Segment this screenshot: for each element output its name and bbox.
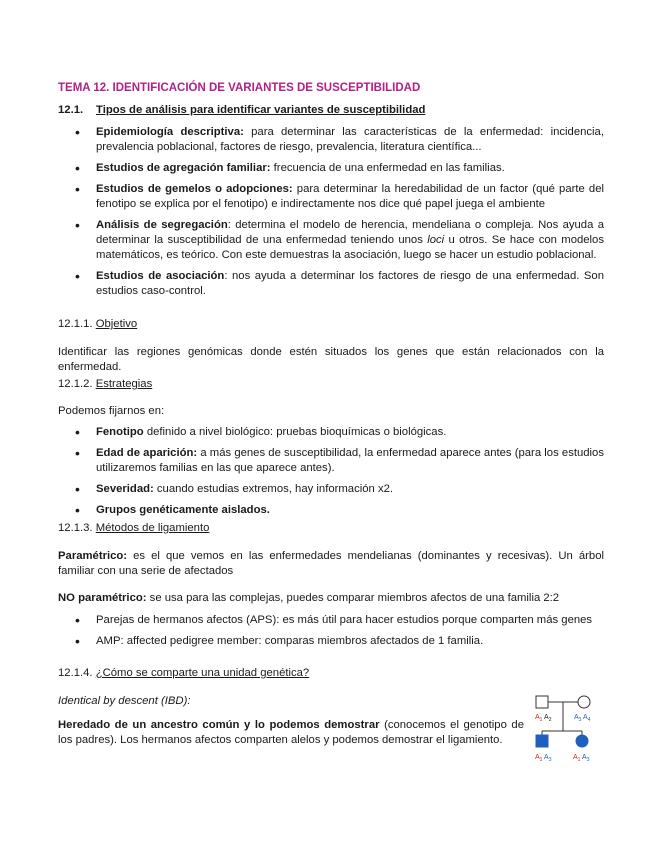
bullet-icon: • bbox=[75, 481, 80, 497]
daughter-genotype: $A_1$ $A_3$ bbox=[573, 754, 590, 763]
subsection-unidad: 12.1.4. ¿Cómo se comparte una unidad genética? bbox=[58, 667, 310, 679]
bullet-icon: • bbox=[75, 445, 80, 461]
bullet-icon: • bbox=[75, 268, 80, 284]
estrategias-list bbox=[58, 425, 604, 518]
section-title: Tipos de análisis para identificar variantes de susceptibilidad bbox=[96, 104, 426, 116]
section-number: 12.1. bbox=[58, 104, 84, 116]
objetivo-text: Identificar las regiones genómicas donde estén situados los genes que están relacionados con la enfermedad. bbox=[58, 346, 604, 373]
list-item: • Estudios de agregación familiar: frecuencia de una enfermedad en las familias. bbox=[75, 160, 505, 176]
list-item: • Parejas de hermanos afectos (APS): es más útil para hacer estudios porque comparten más genes bbox=[75, 612, 593, 628]
bullet-icon: • bbox=[75, 124, 80, 140]
ligamiento-list bbox=[58, 613, 604, 649]
pedigree-diagram bbox=[534, 694, 604, 768]
page-title: TEMA 12. IDENTIFICACIÓN DE VARIANTES DE SUSCEPTIBILIDAD bbox=[58, 82, 421, 94]
list-item: • Edad de aparición: a más genes de susceptibilidad, la enfermedad aparece antes (para los estudios utilizaremos familias en las que aparece antes). bbox=[75, 445, 604, 474]
ibd-label: Identical by descent (IBD): bbox=[58, 695, 191, 707]
bullet-icon: • bbox=[75, 612, 80, 628]
father-square-icon bbox=[536, 696, 548, 708]
mother-circle-icon bbox=[578, 696, 590, 708]
bullet-icon: • bbox=[75, 633, 80, 649]
bullet-icon: • bbox=[75, 217, 80, 233]
section-heading bbox=[58, 104, 425, 116]
no-parametrico-text: NO paramétrico: se usa para las complejas, puedes comparar miembros afectos de una familia 2:2 bbox=[58, 592, 560, 604]
subsection-estrategias: 12.1.2. Estrategias bbox=[58, 378, 153, 390]
bullet-icon: • bbox=[75, 181, 80, 197]
affected-son-square-icon bbox=[536, 735, 548, 747]
subsection-ligamiento: 12.1.3. Métodos de ligamiento bbox=[58, 522, 210, 534]
subsection-objetivo: 12.1.1. Objetivo bbox=[58, 318, 138, 330]
list-item: • AMP: affected pedigree member: comparas miembros afectados de 1 familia. bbox=[75, 633, 484, 649]
list-item: • Severidad: cuando estudias extremos, hay información x2. bbox=[75, 481, 394, 497]
father-genotype: $A_1$ $A_2$ bbox=[535, 714, 552, 723]
list-item: • Estudios de asociación: nos ayuda a determinar los factores de riesgo de una enfermedad. Son estudios caso-control. bbox=[75, 268, 604, 297]
estrategias-intro: Podemos fijarnos en: bbox=[58, 405, 165, 417]
list-item: • Epidemiología descriptiva: para determinar las características de la enfermedad: incidencia, prevalencia poblacional, factores de riesgo, prevalencia, literatura científica... bbox=[75, 124, 604, 153]
list-item: • Fenotipo definido a nivel biológico: pruebas bioquímicas o biológicas. bbox=[75, 424, 447, 440]
list-item: • Análisis de segregación: determina el modelo de herencia, mendeliana o compleja. Nos ayuda a determinar la susceptibilidad de una enfermedad teniendo unos loci u otros. Se hace con modelos matemáticos, es teórico. Con este demuestras la asociación, luego se hacer un estudio poblacional. bbox=[75, 217, 604, 261]
ibd-text: Heredado de un ancestro común y lo podemos demostrar (conocemos el genotipo de los padres). Los hermanos afectos comparten alelos y podemos demostrar el ligamiento. bbox=[58, 719, 524, 746]
bullet-icon: • bbox=[75, 424, 80, 440]
parametrico-text: Paramétrico: es el que vemos en las enfermedades mendelianas (dominantes y recesivas). Un árbol familiar con una serie de afectados bbox=[58, 550, 604, 577]
list-item: • Estudios de gemelos o adopciones: para determinar la heredabilidad de un factor (qué parte del fenotipo se explica por el fenotipo) e indirectamente nos dice qué papel juega el ambiente bbox=[75, 181, 604, 210]
son-genotype: $A_1$ $A_3$ bbox=[535, 754, 552, 763]
analysis-types-list bbox=[58, 125, 604, 299]
affected-daughter-circle-icon bbox=[576, 735, 588, 747]
bullet-icon: • bbox=[75, 502, 80, 518]
bullet-icon: • bbox=[75, 160, 80, 176]
list-item: • Grupos genéticamente aislados. bbox=[75, 502, 270, 518]
mother-genotype: $A_3$ $A_4$ bbox=[574, 714, 591, 723]
